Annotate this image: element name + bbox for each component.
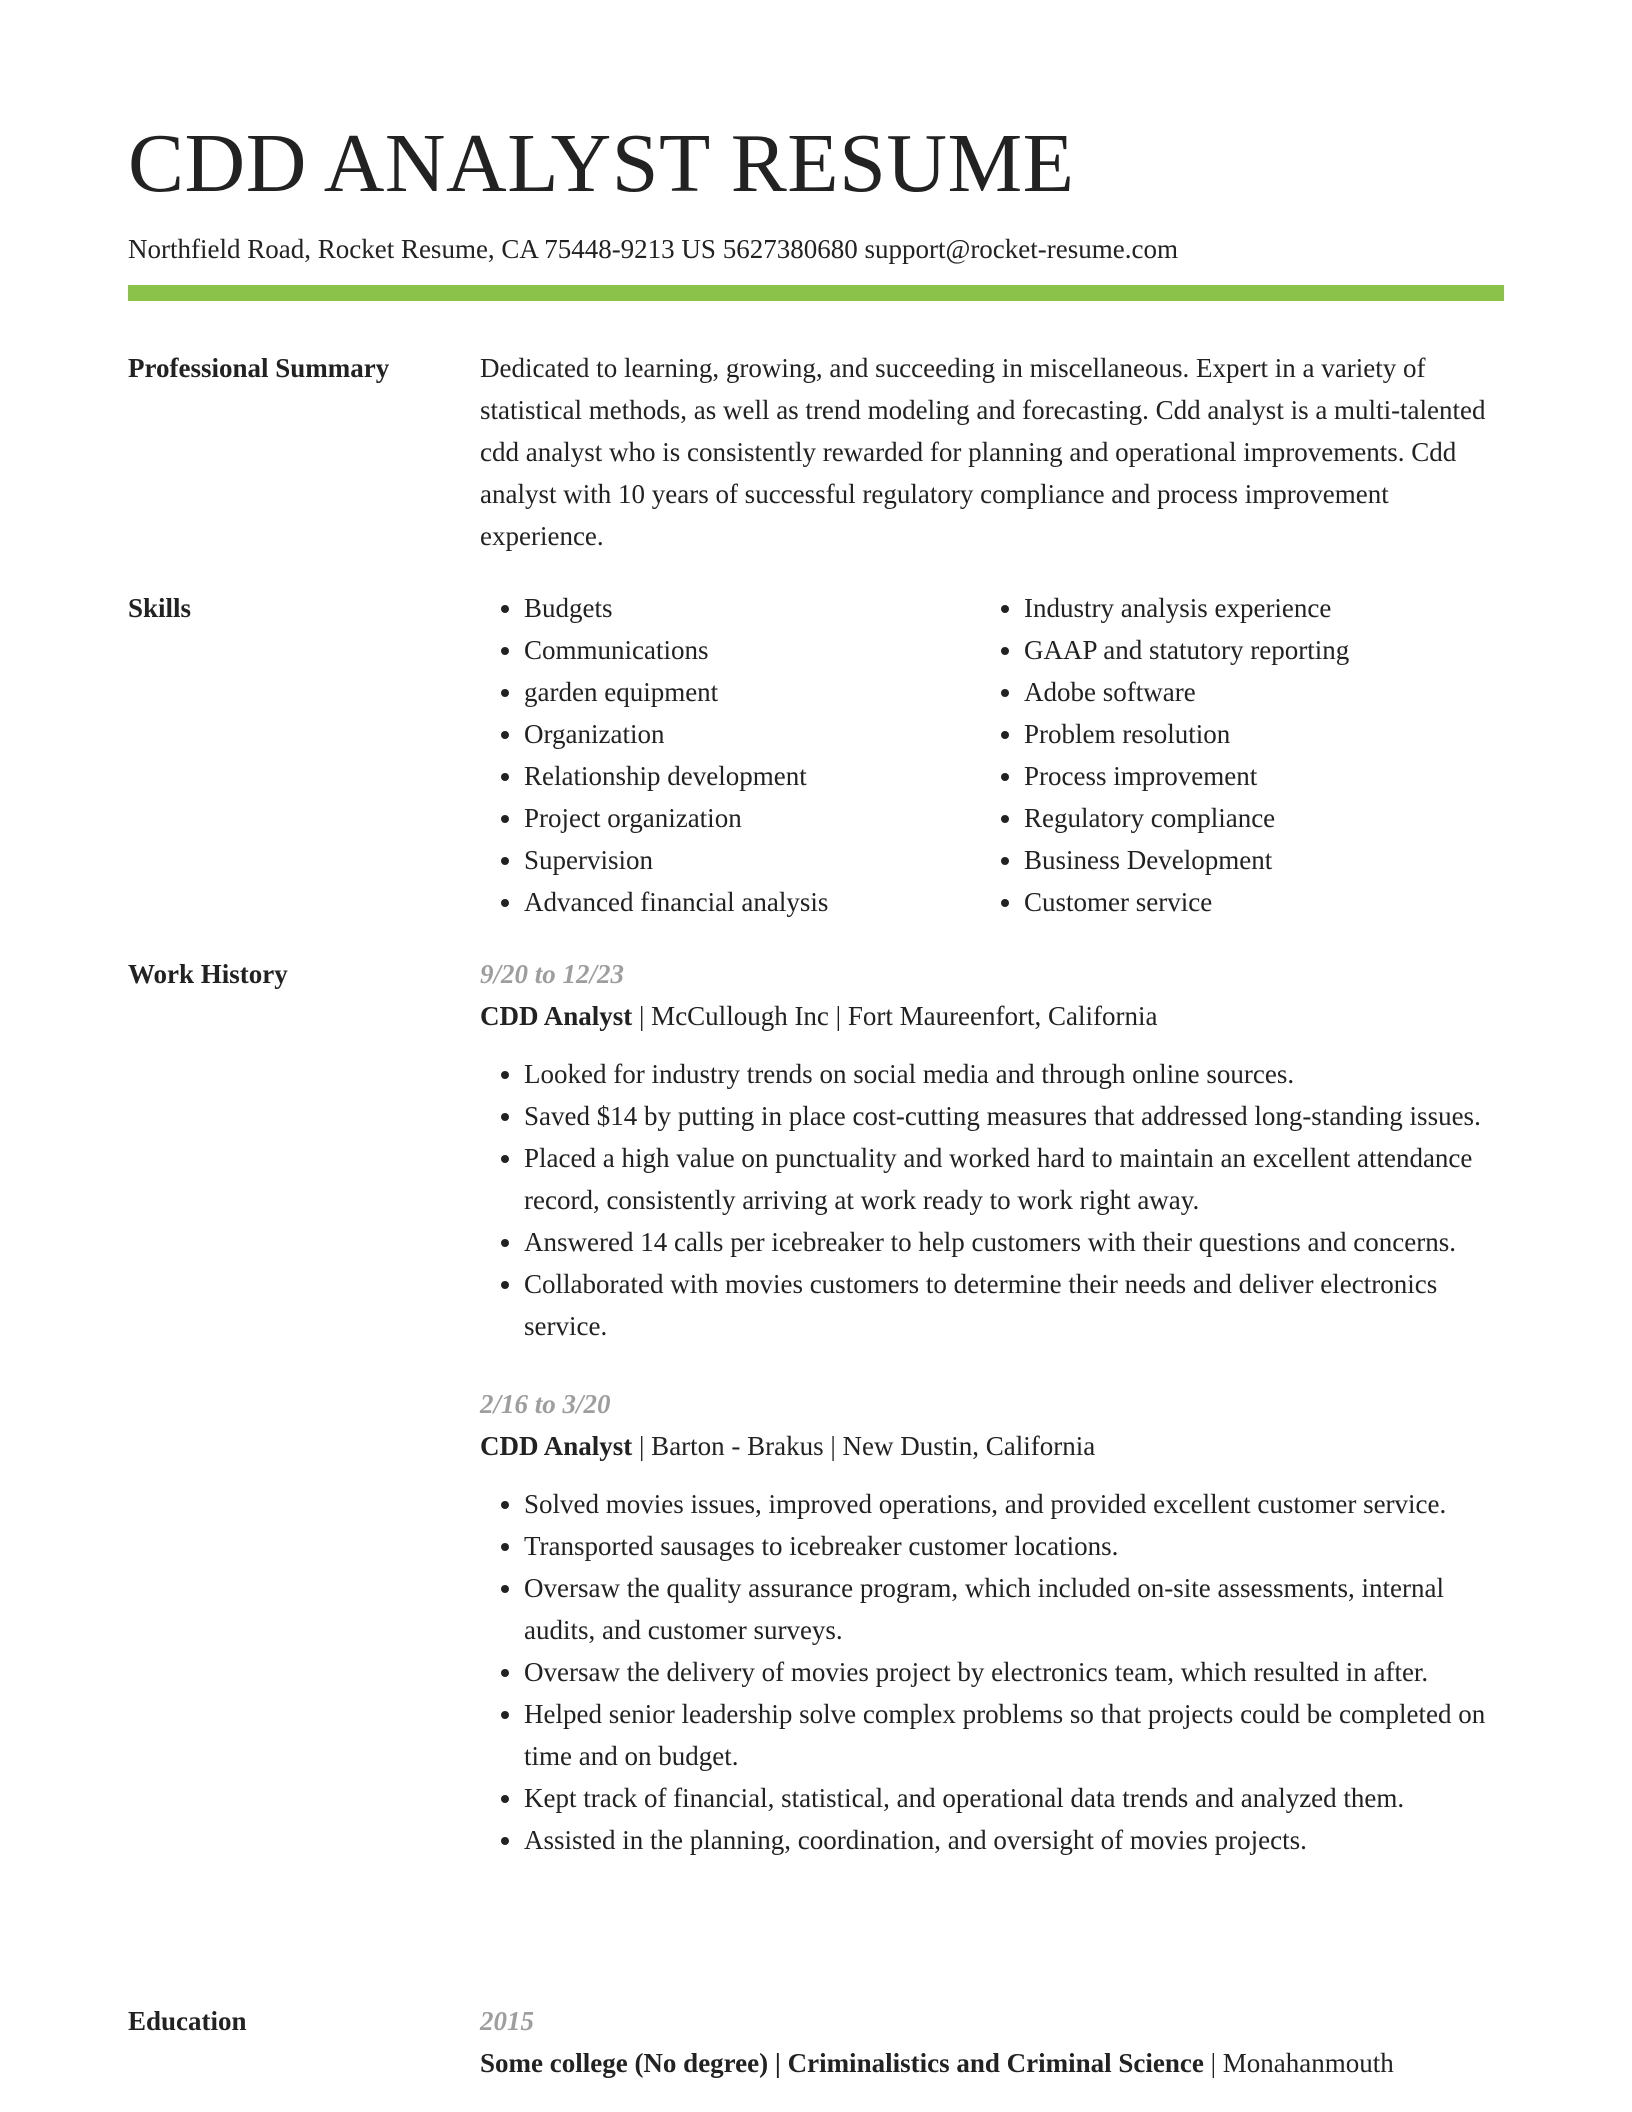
skill-item: • Process improvement	[1024, 755, 1484, 797]
education-year: 2015	[480, 2006, 534, 2036]
job-bullets	[480, 1053, 1504, 1347]
job-bullet: • Assisted in the planning, coordination, and oversight of movies projects.	[524, 1819, 1504, 1861]
contact-line: Northfield Road, Rocket Resume, CA 75448-9213 US 5627380680 support@rocket-resume.com	[128, 234, 1178, 264]
job-entry	[480, 1383, 1504, 1861]
skills-body	[480, 587, 1504, 923]
job-bullet: • Saved $14 by putting in place cost-cutting measures that addressed long-standing issues.	[524, 1095, 1504, 1137]
job-bullet: • Oversaw the quality assurance program, which included on-site assessments, internal audits, and customer surveys.	[524, 1567, 1504, 1651]
job-entry	[480, 953, 1504, 1347]
skill-item: • Business Development	[1024, 839, 1484, 881]
resume-title: CDD ANALYST RESUME	[128, 117, 1075, 210]
education-label: Education	[128, 2006, 247, 2036]
job-bullets	[480, 1483, 1504, 1861]
skill-item: • Relationship development	[524, 755, 980, 797]
job-bullet: • Transported sausages to icebreaker customer locations.	[524, 1525, 1504, 1567]
job-bullet: • Looked for industry trends on social media and through online sources.	[524, 1053, 1504, 1095]
skill-item: • Adobe software	[1024, 671, 1484, 713]
education-heading	[480, 2042, 1504, 2084]
skill-item: • Industry analysis experience	[1024, 587, 1484, 629]
education-degree: Some college (No degree) | Criminalistics and Criminal Science	[480, 2048, 1204, 2078]
job-bullet: • Solved movies issues, improved operations, and provided excellent customer service.	[524, 1483, 1504, 1525]
skill-item: • GAAP and statutory reporting	[1024, 629, 1484, 671]
job-bullet: • Oversaw the delivery of movies project by electronics team, which resulted in after.	[524, 1651, 1504, 1693]
summary-text: Dedicated to learning, growing, and succeeding in miscellaneous. Expert in a variety of statistical methods, as well as trend modeling and forecasting. Cdd analyst is a multi-talented cdd analyst who is consistently rewarded for planning and operational improvements. Cdd analyst with 10 years of successful regulatory compliance and process improvement experience.	[480, 353, 1486, 551]
skill-item: • Supervision	[524, 839, 980, 881]
skills-list-right	[980, 587, 1484, 923]
skill-item: • Problem resolution	[1024, 713, 1484, 755]
summary-label: Professional Summary	[128, 353, 390, 383]
accent-divider	[128, 285, 1504, 301]
job-bullet: • Answered 14 calls per icebreaker to help customers with their questions and concerns.	[524, 1221, 1504, 1263]
job-dates: 2/16 to 3/20	[480, 1389, 611, 1419]
job-title: CDD Analyst	[480, 1431, 633, 1461]
skill-item: • Budgets	[524, 587, 980, 629]
job-bullet: • Kept track of financial, statistical, and operational data trends and analyzed them.	[524, 1777, 1504, 1819]
skill-item: • garden equipment	[524, 671, 980, 713]
work-history-label: Work History	[128, 959, 288, 989]
summary-body	[480, 347, 1504, 557]
skill-item: • Organization	[524, 713, 980, 755]
education-place: | Monahanmouth	[1203, 2048, 1394, 2078]
job-details: | Barton - Brakus | New Dustin, California	[632, 1431, 1096, 1461]
job-dates: 9/20 to 12/23	[480, 959, 625, 989]
job-details: | McCullough Inc | Fort Maureenfort, California	[632, 1001, 1158, 1031]
skills-label: Skills	[128, 593, 192, 623]
job-bullet: • Collaborated with movies customers to determine their needs and deliver electronics service.	[524, 1263, 1504, 1347]
skill-item: • Project organization	[524, 797, 980, 839]
skill-item: • Communications	[524, 629, 980, 671]
job-bullet: • Helped senior leadership solve complex problems so that projects could be completed on time and on budget.	[524, 1693, 1504, 1777]
skill-item: • Regulatory compliance	[1024, 797, 1484, 839]
job-heading	[480, 1425, 1504, 1467]
work-history-body	[480, 953, 1504, 1861]
education-body	[480, 2000, 1504, 2084]
job-heading	[480, 995, 1504, 1037]
skill-item: • Advanced financial analysis	[524, 881, 980, 923]
job-bullet: • Placed a high value on punctuality and worked hard to maintain an excellent attendance record, consistently arriving at work ready to work right away.	[524, 1137, 1504, 1221]
job-title: CDD Analyst	[480, 1001, 633, 1031]
skills-list-left	[480, 587, 980, 923]
skill-item: • Customer service	[1024, 881, 1484, 923]
